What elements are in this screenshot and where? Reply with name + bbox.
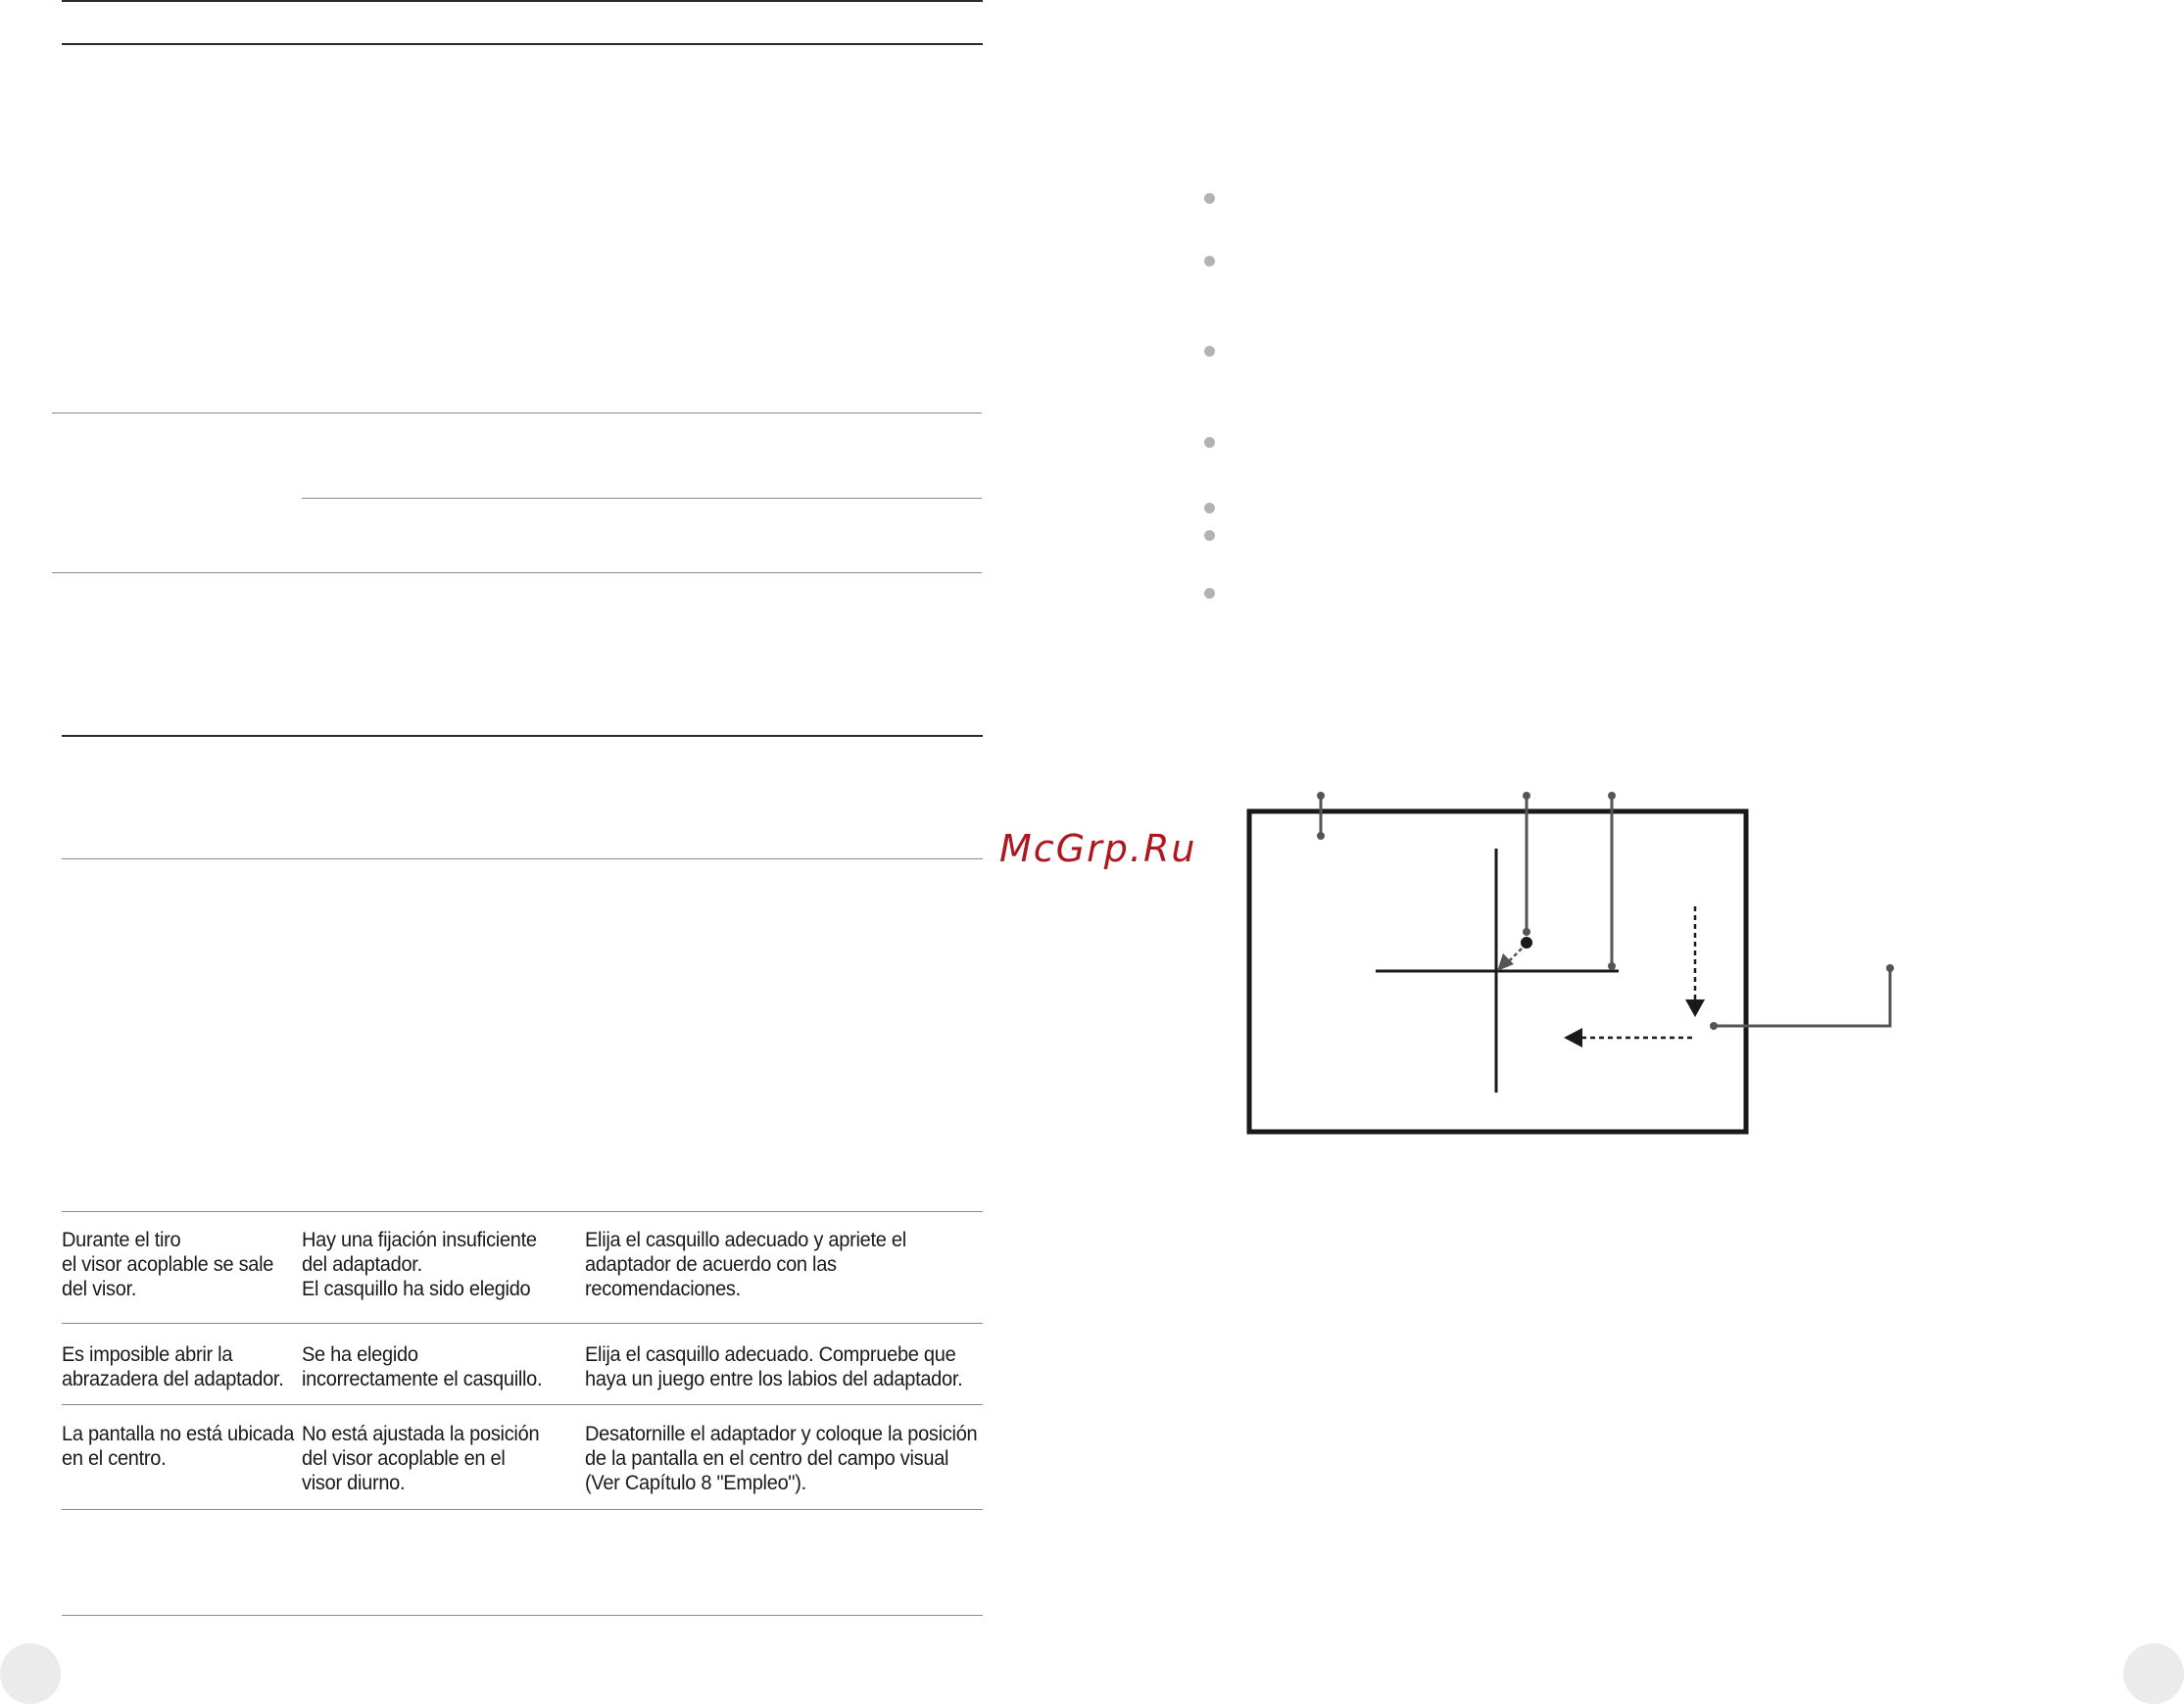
table-row-divider [62,1509,983,1510]
bullet-dot [1204,588,1215,599]
callout-line [1317,792,1325,840]
cause-cell: No está ajustada la posición del visor acoplable en el visor diurno. [302,1422,540,1494]
cause-cell: Hay una fijación insuficiente del adaptador. El casquillo ha sido elegido [302,1228,537,1300]
bullet-dot [1204,193,1215,204]
table-row-divider [62,1323,983,1324]
bullet-dot [1204,256,1215,267]
watermark: McGrp.Ru [999,827,1197,870]
impact-point [1521,937,1532,949]
cause-cell: Se ha elegido incorrectamente el casquillo. [302,1342,543,1390]
problem-cell: La pantalla no está ubicada en el centro. [62,1422,295,1470]
solution-cell: Elija el casquillo adecuado y apriete el adaptador de acuerdo con las recomendaciones. [585,1228,906,1300]
horizontal-arrow-head [1564,1028,1582,1047]
callout-line [1710,964,1894,1030]
bullet-dot [1204,437,1215,448]
impact-arrow-head [1497,953,1514,971]
page-number-left [0,1643,61,1704]
vertical-arrow-head [1685,999,1705,1017]
bullet-dot [1204,530,1215,541]
top-rule [62,0,983,2]
table-section-rule [62,735,983,737]
table-top-rule [62,1211,983,1212]
table-row-divider [62,858,983,859]
bullet-dot [1204,503,1215,513]
solution-cell: Desatornille el adaptador y coloque la posición de la pantalla en el centro del campo visual (Ver Capítulo 8 "Empleo"). [585,1422,978,1494]
table-row-divider [62,1404,983,1405]
table-subrow-divider [302,498,982,499]
impact-arrow [1508,949,1522,962]
solution-cell: Elija el casquillo adecuado. Compruebe que haya un juego entre los labios del adaptador. [585,1342,963,1390]
reticle-diagram [1225,774,1911,1146]
table-bottom-rule [62,1615,983,1616]
table-header-rule [62,43,983,45]
bullet-dot [1204,346,1215,357]
problem-cell: Durante el tiro el visor acoplable se sale del visor. [62,1228,274,1300]
page-number-right [2123,1643,2184,1704]
callout-line [1608,792,1616,970]
problem-cell: Es imposible abrir la abrazadera del adaptador. [62,1342,284,1390]
table-row-divider [52,413,982,414]
table-row-divider [52,572,982,573]
